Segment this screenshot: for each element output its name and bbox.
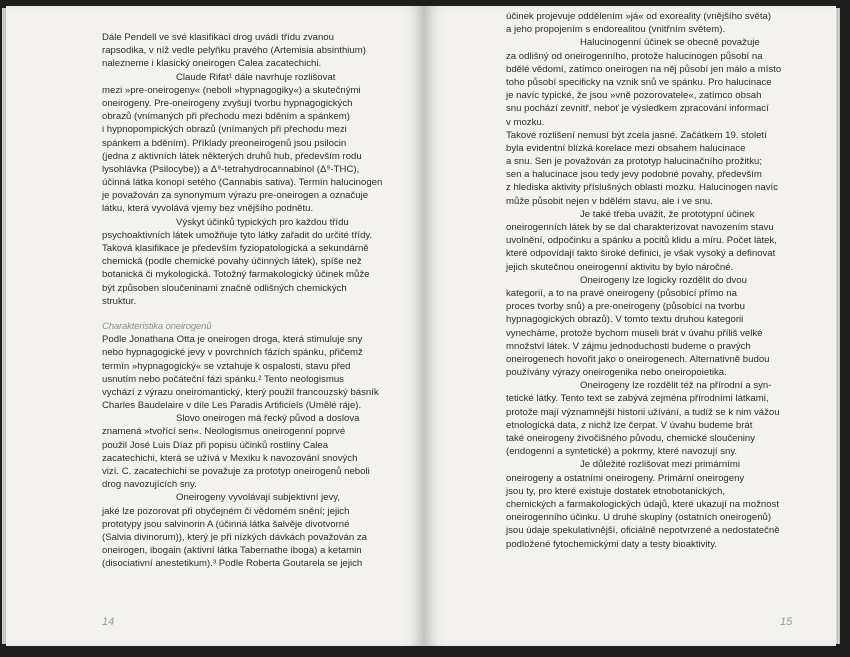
text-line: Dále Pendell ve své klasifikaci drog uvádí třídu zvanou: [102, 32, 334, 43]
text-line: oneirogeny. Pre-oneirogeny zvyšují tvorbu hypnagogických: [102, 97, 353, 109]
text-line: spánkem a bděním). Příklady preoneirogenů jsou psilocin: [102, 137, 347, 149]
text-line: Oneirogeny lze logicky rozdělit do dvou: [580, 274, 747, 286]
text-line: kategorií, a to na pravé oneirogeny (působící přímo na: [506, 287, 737, 299]
text-line: drog navozujících sny.: [102, 479, 197, 491]
text-line: prototypy jsou salvinorin A (účinná látka šalvěje divotvorné: [102, 518, 350, 530]
text-line: snu pochází zevnitř, neboť je výsledkem zpracování informací: [506, 103, 769, 115]
text-line: tetické látky. Tento text se zabývá zejména přírodními látkami,: [506, 393, 769, 405]
text-line: je považován za synonymum výrazu pre-oneirogen a označuje: [102, 190, 369, 202]
text-line: lysohlávka (Psilocybe)) a Δ⁹-tetrahydrocannabinol (Δ⁹-THC),: [102, 163, 360, 175]
text-line: proces tvorby snů) a pre-oneirogeny (působící na tvorbu: [506, 301, 745, 313]
text-line: (endogenní a syntetické) a pokrmy, které navozují sny.: [506, 446, 738, 458]
text-line: Taková klasifikace je především fyziopatologická a sekundárně: [102, 243, 369, 254]
text-line: bdělé vědomí, zatímco oneirogen na něj působí jen málo a místo: [506, 63, 782, 75]
text-line: jejich skutečnou oneirogenní aktivitu by bylo náročné.: [506, 261, 734, 273]
right-text-block: [506, 10, 798, 551]
right-page: [424, 6, 836, 646]
text-line: které odpovídají takto široké definici, je však vysoký a definovat: [506, 248, 776, 260]
text-line: z hlediska aktivity příslušných oblastí mozku. Halucinogen navíc: [506, 182, 778, 194]
text-line: může působit nejen v bdělém stavu, ale i ve snu.: [506, 195, 713, 207]
text-line: Slovo oneirogen má řecký původ a doslova: [176, 413, 360, 425]
text-line: použil José Luis Díaz při popisu účinků rostliny Calea: [102, 439, 329, 451]
text-line: oneirogenních látek by se dal charakterizovat navozením stavu: [506, 222, 774, 233]
text-line: jsou ty, pro které existuje dostatek etnobotanických,: [506, 485, 725, 497]
text-line: Halucinogenní účinek se obecně považuje: [580, 37, 760, 49]
text-line: Oneirogeny lze rozdělit též na přírodní a syn-: [580, 380, 772, 392]
text-line: oneirogenech hovořit jako o oneirogenech. Alternativně budou: [506, 353, 770, 365]
text-line: Je důležité rozlišovat mezi primárními: [580, 459, 740, 471]
text-line: vychází z výrazu oneiromantický, který použil francouzský básník: [102, 386, 379, 398]
text-line: struktur.: [102, 295, 137, 307]
text-line: jaké lze pozorovat při obyčejném či vědomém snění; jejich: [102, 505, 350, 517]
text-line: termín »hypnagogický« se vztahuje k ospalosti, stavu před: [102, 360, 351, 372]
text-line: používány výrazy oneirogenika nebo oneiropoietika.: [506, 367, 727, 379]
text-line: byla evidentní blízká korelace mezi obsahem halucinace: [506, 142, 746, 154]
text-line: obrazů (vnímaných při přechodu mezi bděním a spánkem): [102, 111, 350, 123]
text-line: Claude Rifat¹ dále navrhuje rozlišovat: [176, 71, 336, 83]
text-line: (Salvia divinorum)), který je při nízkých dávkách považován za: [102, 531, 368, 543]
text-line: vizí. C. zacatechichi se považuje za prototyp oneirogenů neboli: [102, 466, 370, 477]
text-line: chemická (podle chemické povahy účinných látek), spíše než: [102, 256, 362, 268]
text-line: toho působí specificky na vznik snů ve spánku. Pro halucinace: [506, 76, 772, 88]
text-line: psychoaktivních látek umožňuje tyto látky zařadit do určité třídy.: [102, 229, 373, 241]
text-line: také oneirogeny živočišného původu, chemické sloučeniny: [506, 433, 756, 444]
text-line: množství látek. V zájmu jednoduchosti budeme o pravých: [506, 340, 751, 352]
page-number-left: 14: [102, 616, 115, 628]
text-line: rapsodika, v níž vedle pelyňku pravého (Artemisia absinthium): [102, 45, 366, 57]
text-line: usnutím nebo počáteční fázi spánku.² Tento neologismus: [102, 373, 344, 385]
section-heading: Charakteristika oneirogenů: [102, 320, 212, 332]
text-line: je navíc typické, že jsou »vně pozorovatele«, zatímco obsah: [506, 90, 762, 102]
right-page-text: [506, 10, 798, 551]
text-line: Podle Jonathana Otta je oneirogen droga, která stimuluje sny: [102, 334, 363, 346]
text-line: uvolnění, odpočinku a spánku a pocitů klidu a míru. Počet látek,: [506, 235, 777, 247]
text-line: v mozku.: [506, 116, 545, 128]
left-page: [6, 6, 424, 646]
text-line: Výskyt účinků typických pro každou třídu: [176, 216, 349, 228]
text-line: nebo hypnagogické jevy v povrchních fázích spánku, přičemž: [102, 347, 363, 359]
text-line: mezi »pre-oneirogeny« (neboli »hypnagogiky«) a skutečnými: [102, 84, 361, 96]
text-line: zacatechichi, která se užívá v Mexiku k navozování snových: [102, 452, 358, 464]
text-line: (jedna z aktivních látek některých druhů hub, především rodu: [102, 150, 362, 162]
text-line: oneirogeny a ostatními oneirogeny. Primární oneirogeny: [506, 472, 745, 484]
text-line: (disociativní anestetikum).³ Podle Roberta Goutarela se jejich: [102, 558, 363, 570]
text-line: být způsoben sloučeninami značně odlišných chemických: [102, 282, 347, 294]
left-text-block-2: [102, 333, 384, 570]
text-line: i hypnopompických obrazů (vnímaných při přechodu mezi: [102, 124, 347, 136]
page-number-right: 15: [780, 616, 793, 628]
text-line: nalezneme i klasický oneirogen Calea zacatechichi.: [102, 58, 322, 70]
left-page-text: [102, 31, 384, 571]
text-line: etnologická data, z nichž lze čerpat. V úvahu budeme brát: [506, 419, 753, 431]
text-line: chemických a farmakologických údajů, které ukazují na možnost: [506, 498, 780, 510]
text-line: Takové rozlišení nemusí být zcela jasné. Začátkem 19. století: [506, 129, 767, 141]
text-line: znamená »tvořící sen«. Neologismus oneirogenní poprvé: [102, 426, 346, 438]
text-line: Charles Baudelaire v díle Les Paradis Artificiels (Umělé ráje).: [102, 400, 362, 412]
text-line: podložené fytochemickými daty a testy bioaktivity.: [506, 538, 717, 550]
text-line: a snu. Sen je považován za prototyp halucinačního prožitku;: [506, 156, 762, 168]
text-line: protože mají významnější historii užívání, a tudíž se k nim vážou: [506, 406, 780, 418]
text-line: oneirogenního účinku. U druhé skupiny (ostatních oneirogenů): [506, 512, 772, 524]
text-line: sen a halucinace jsou tedy jevy podobné povahy, především: [506, 169, 762, 181]
text-line: jsou údaje spekulativnější, oficiálně nepotvrzené a nedostatečně: [506, 525, 780, 537]
text-line: botanická či mykologická. Totožný farmakologický účinek může: [102, 269, 370, 281]
text-line: účinná látka konopí setého (Cannabis sativa). Termín halucinogen: [102, 177, 383, 189]
text-line: účinek projevuje oddělením »já« od exoreality (vnějšího světa): [506, 11, 772, 22]
text-line: Je také třeba uvážit, že prototypní účinek: [580, 208, 755, 220]
text-line: Oneirogeny vyvolávají subjektivní jevy,: [176, 492, 341, 504]
text-line: hypnagogických obrazů). V tomto textu druhou kategorii: [506, 314, 744, 326]
text-line: látku, která vyvolává vjemy bez vnějšího podnětu.: [102, 203, 314, 215]
text-line: a jeho propojením s endorealitou (vnitřním světem).: [506, 24, 726, 36]
text-line: vynecháme, protože bychom museli brát v úvahu příliš velké: [506, 327, 763, 339]
text-line: za odlišný od oneirogenního, protože halucinogen působí na: [506, 50, 763, 62]
text-line: oneirogen, ibogain (aktivní látka Tabernathe iboga) a ketamin: [102, 545, 362, 557]
left-text-block-1: [102, 31, 384, 308]
